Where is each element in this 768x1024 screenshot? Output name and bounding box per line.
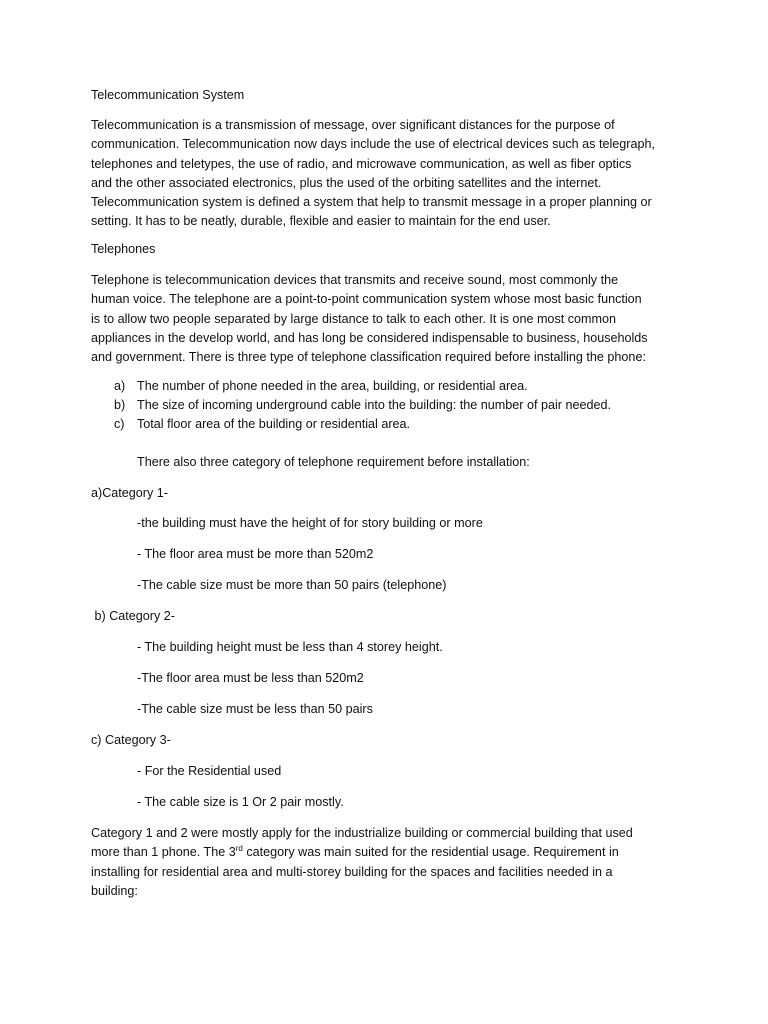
category1-item: - The floor area must be more than 520m2 [137, 547, 374, 561]
ordinal-superscript: rd [235, 844, 243, 854]
category3-heading: c) Category 3- [91, 733, 171, 747]
intro-line: setting. It has to be neatly, durable, flexible and easier to maintain for the end user. [91, 214, 551, 229]
intro-line: and the other associated electronics, plus the used of the orbiting satellites and the internet. [91, 175, 602, 190]
document-title: Telecommunication System [91, 88, 245, 102]
list-text: The size of incoming underground cable into the building: the number of pair needed. [137, 398, 611, 412]
category3-item: - The cable size is 1 Or 2 pair mostly. [137, 795, 344, 809]
closing-text: category was main suited for the residential usage. Requirement in [242, 845, 619, 860]
list-marker: b) [114, 398, 126, 412]
category-intro: There also three category of telephone requirement before installation: [137, 455, 530, 469]
classification-item [91, 415, 410, 434]
telephone-line: appliances in the develop world, and has long be considered indispensable to business, households [91, 330, 648, 345]
telephone-paragraph [91, 271, 691, 367]
telephone-line: and government. There is three type of telephone classification required before installing the phone: [91, 350, 646, 365]
list-marker: c) [114, 417, 125, 431]
closing-line: installing for residential area and multi-storey building for the spaces and facilities needed in a [91, 864, 613, 879]
telephone-line: Telephone is telecommunication devices that transmits and receive sound, most commonly the [91, 273, 619, 287]
list-marker: a) [114, 379, 126, 393]
category1-heading: a)Category 1- [91, 486, 168, 500]
telephone-line: is to allow two people separated by large distance to talk to each other. It is one most common [91, 311, 617, 326]
category2-heading: b) Category 2- [91, 609, 175, 623]
category2-item: - The building height must be less than 4 storey height. [137, 640, 443, 654]
category1-item: -the building must have the height of for story building or more [137, 516, 483, 530]
category1-item: -The cable size must be more than 50 pairs (telephone) [137, 578, 447, 592]
telephone-line: human voice. The telephone are a point-to-point communication system whose most basic function [91, 292, 642, 307]
category2-item: -The cable size must be less than 50 pairs [137, 702, 373, 716]
list-text: Total floor area of the building or residential area. [137, 417, 411, 431]
intro-line: Telecommunication is a transmission of message, over significant distances for the purpose of [91, 118, 615, 132]
intro-line: telephones and teletypes, the use of radio, and microwave communication, as well as fiber optics [91, 156, 632, 171]
category2-item: -The floor area must be less than 520m2 [137, 671, 364, 685]
intro-paragraph [91, 116, 691, 232]
intro-line: communication. Telecommunication now days include the use of electrical devices such as telegraph, [91, 137, 655, 152]
closing-line: Category 1 and 2 were mostly apply for the industrialize building or commercial building that used [91, 826, 633, 840]
closing-line [91, 843, 691, 862]
category3-item: - For the Residential used [137, 764, 282, 778]
classification-item [91, 377, 528, 396]
closing-text: more than 1 phone. The 3 [91, 845, 236, 860]
list-text: The number of phone needed in the area, building, or residential area. [137, 379, 528, 393]
intro-line: Telecommunication system is defined a system that help to transmit message in a proper planning or [91, 195, 652, 210]
closing-paragraph [91, 824, 691, 901]
closing-line: building: [91, 883, 138, 898]
telephones-heading: Telephones [91, 242, 156, 256]
classification-item [91, 396, 611, 415]
